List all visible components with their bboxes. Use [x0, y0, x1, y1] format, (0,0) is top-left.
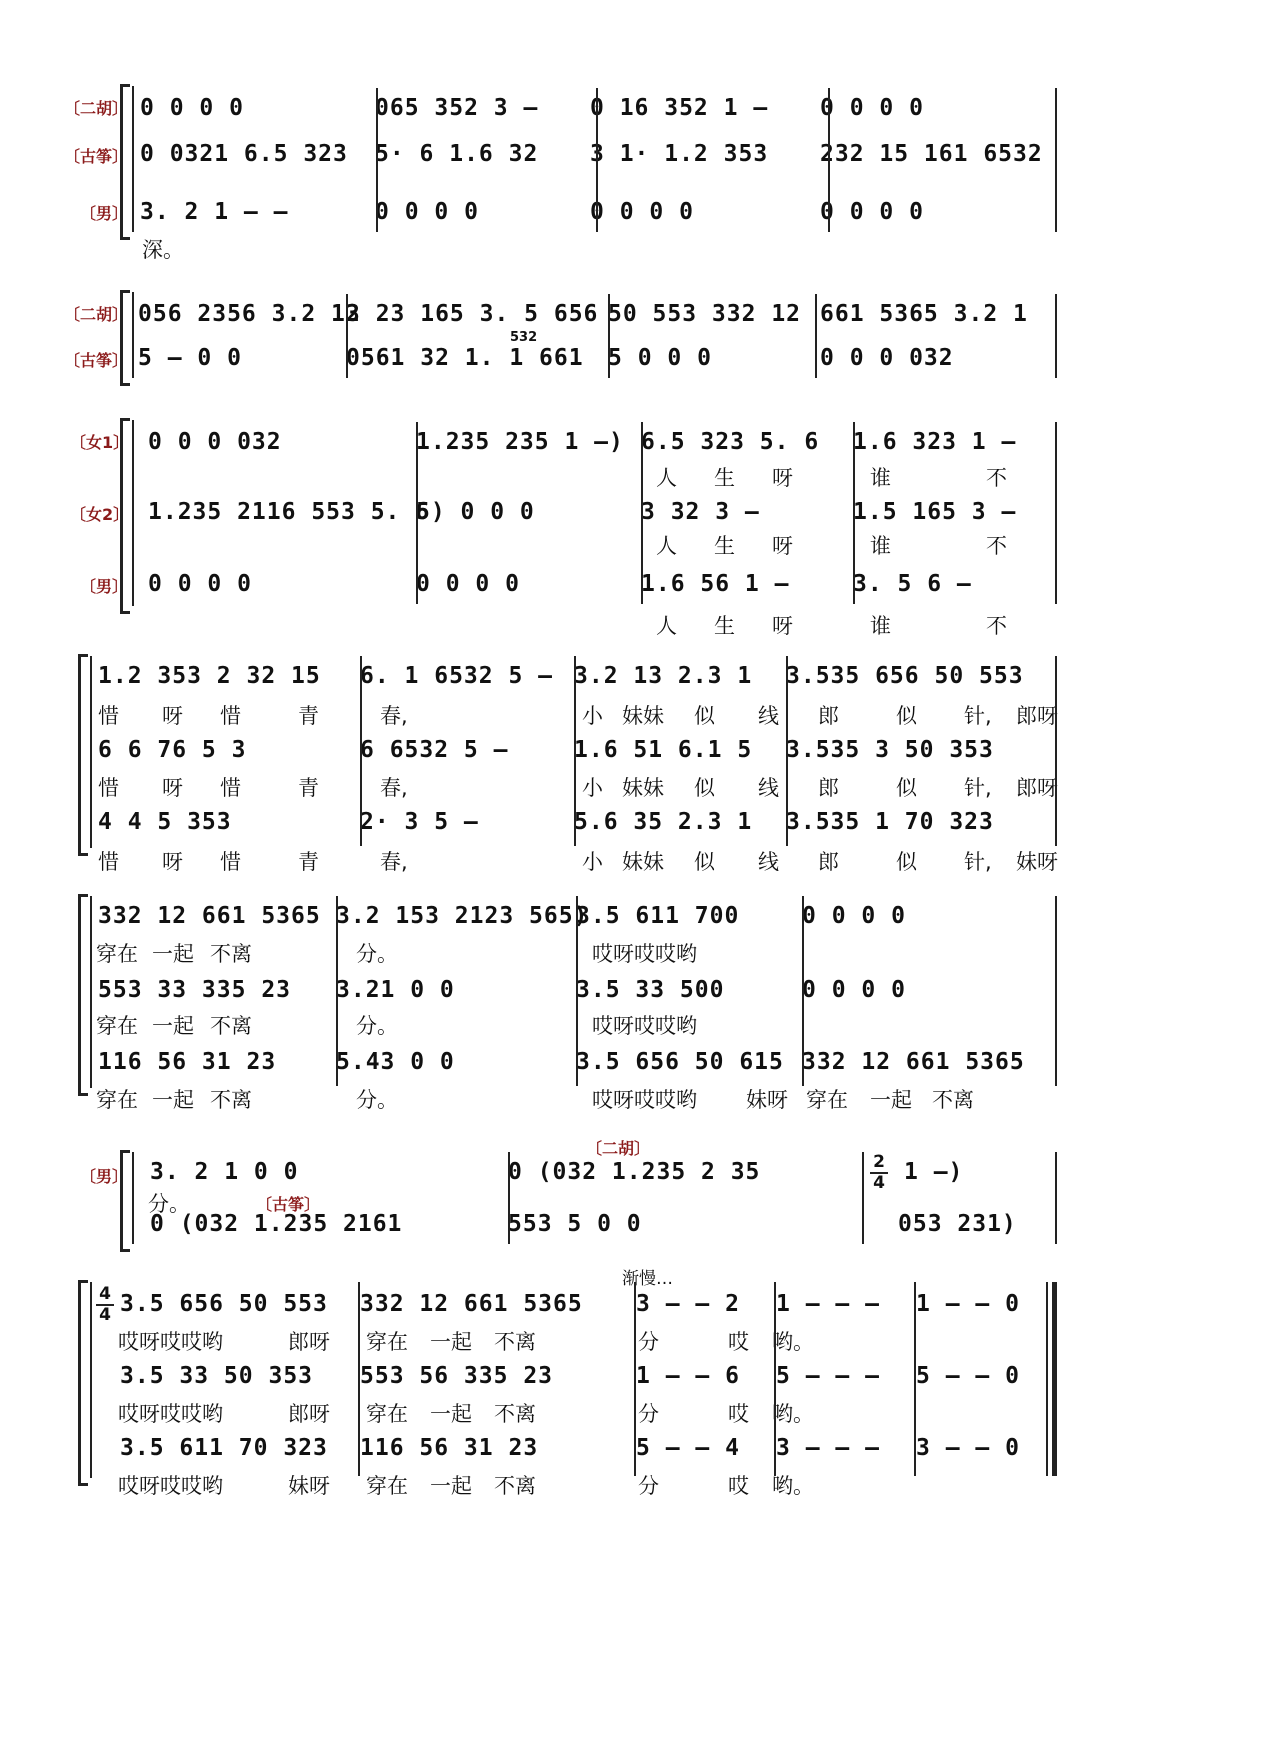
lyric: 哟。 [772, 1330, 814, 1354]
lyric: 妹呀 [288, 1474, 330, 1498]
guzheng-cue-label: 〔古筝〕 [256, 1195, 321, 1214]
barline [786, 656, 788, 846]
lyric: 穿在 [366, 1330, 408, 1354]
lyric-line-f2 [118, 1398, 814, 1428]
measure: 5.43 0 0 [336, 1049, 455, 1075]
barline [360, 656, 362, 846]
lyric: 呀 [162, 850, 183, 874]
lyric: 呀 [772, 614, 793, 638]
barline [596, 88, 598, 232]
lyric: 似 [896, 776, 917, 800]
lyric: 针, [964, 850, 992, 874]
lyric: 穿在 [366, 1402, 408, 1426]
part-label-erhu: 〔二胡〕 [64, 99, 129, 118]
system-bracket [120, 418, 130, 614]
lyric-line-male [96, 1084, 974, 1114]
female2-row [98, 732, 1056, 768]
part-label-erhu: 〔二胡〕 [64, 305, 129, 324]
measure: 332 12 661 5365 [360, 1291, 583, 1317]
measure: 065 352 3 – [375, 95, 539, 121]
male-row [150, 1154, 1084, 1193]
measure: 553 5 0 0 [508, 1211, 642, 1237]
barline [853, 422, 855, 604]
erhu-row [140, 90, 1040, 126]
measure: 3.5 611 700 [576, 903, 740, 929]
lyric: 哎呀哎哎哟 [118, 1474, 223, 1498]
measure: 1.235 235 1 –) [416, 429, 624, 455]
male-row [148, 566, 1053, 602]
lyric: 穿在 [96, 1088, 138, 1112]
female1-row [98, 658, 1056, 694]
lyric: 似 [694, 850, 715, 874]
measure: 3.5 33 50 353 [120, 1363, 314, 1389]
part-label-male: 〔男〕 [80, 204, 129, 223]
measure: 6 6 76 5 3 [98, 737, 247, 763]
lyric: 郎呀 [1016, 704, 1058, 728]
system-bracket [120, 290, 130, 386]
measure: 0 0 0 0 [820, 199, 924, 225]
lyric: 不离 [932, 1088, 974, 1112]
lyric: 似 [694, 704, 715, 728]
measure: 056 2356 3.2 13 [138, 301, 361, 327]
measure: 1.2 353 2 32 15 [98, 663, 321, 689]
lyric: 青 [298, 776, 319, 800]
time-sig-top: 4 [99, 1284, 111, 1304]
lyric: 生 [714, 466, 735, 490]
lyric: 郎呀 [1016, 776, 1058, 800]
barline [346, 294, 348, 378]
measure: 0561 32 1. 1 661 [346, 345, 584, 371]
final-barline-thin [1046, 1282, 1048, 1476]
lyric-line-male [118, 1470, 814, 1500]
barline [416, 422, 418, 604]
lyric: 不离 [210, 1014, 252, 1038]
measure: 3.535 1 70 323 [786, 809, 994, 835]
measure: 2· 3 5 – [360, 809, 479, 835]
lyric: 分。 [356, 1014, 398, 1038]
barline [576, 896, 578, 1086]
lyric: 线 [758, 704, 779, 728]
barline [641, 422, 643, 604]
measure: 0 0 0 0 [820, 95, 924, 121]
lyric: 穿在 [96, 1014, 138, 1038]
barline [358, 1282, 360, 1476]
measure: 3.5 33 500 [576, 977, 725, 1003]
final-barline-thick [1052, 1282, 1057, 1476]
lyric: 穿在 [806, 1088, 848, 1112]
male-row [120, 1430, 1050, 1466]
measure: 2 23 165 3. 5 656 [346, 301, 599, 327]
male-row [140, 194, 1040, 230]
barline [774, 1282, 776, 1476]
barline [914, 1282, 916, 1476]
system-bracket [120, 84, 130, 240]
lyric: 线 [758, 776, 779, 800]
lyric: 一起 [430, 1474, 472, 1498]
measure: 0 0 0 0 [802, 977, 906, 1003]
lyric: 不离 [494, 1474, 536, 1498]
lyric: 似 [694, 776, 715, 800]
lyric: 谁 [870, 614, 891, 638]
staff-line [90, 896, 92, 1088]
measure: 1.6 323 1 – [853, 429, 1017, 455]
barline [634, 1282, 636, 1476]
erhu-row [138, 296, 1060, 332]
measure: 3.21 0 0 [336, 977, 455, 1003]
staff-line [132, 1152, 134, 1244]
measure: 0 (032 1.235 2161 [150, 1211, 403, 1237]
lyric: 青 [298, 850, 319, 874]
lyric: 妹妹 [622, 776, 664, 800]
lyric: 一起 [152, 1014, 194, 1038]
lyric: 针, [964, 704, 992, 728]
female1-row [120, 1286, 1050, 1322]
measure: 661 5365 3.2 1 [820, 301, 1028, 327]
lyric: 郎呀 [288, 1330, 330, 1354]
measure: 0 0 0 0 [375, 199, 479, 225]
lyric: 人 [656, 614, 677, 638]
guzheng-row [140, 136, 1043, 172]
lyric: 惜 [220, 850, 241, 874]
barline [336, 896, 338, 1086]
barline [815, 294, 817, 378]
lyric: 分。 [148, 1192, 190, 1216]
guzheng-row [138, 340, 1060, 376]
lyric: 针, [964, 776, 992, 800]
lyric: 生 [714, 534, 735, 558]
barline [1055, 656, 1057, 846]
lyric: 一起 [152, 942, 194, 966]
time-sig-bottom: 4 [99, 1305, 111, 1325]
lyric: 不 [986, 614, 1007, 638]
barline [862, 1152, 864, 1244]
lyric: 一起 [430, 1330, 472, 1354]
measure: 0 0 0 0 [140, 95, 244, 121]
measure: 5 – 0 0 [138, 345, 242, 371]
measure: 3.2 13 2.3 1 [574, 663, 753, 689]
lyric: 惜 [98, 704, 119, 728]
barline [376, 88, 378, 232]
staff-line [90, 656, 92, 848]
measure: 0 0 0 0 [802, 903, 906, 929]
lyric: 妹呀 [746, 1088, 788, 1112]
measure: 3.535 3 50 353 [786, 737, 994, 763]
tempo-marking: 渐慢… [622, 1269, 673, 1289]
lyric: 春, [380, 704, 408, 728]
measure: 0 0 0 0 [590, 199, 694, 225]
measure: 0 16 352 1 – [590, 95, 769, 121]
lyric: 哎 [728, 1402, 749, 1426]
measure: 5 – – – [776, 1363, 880, 1389]
system-bracket [120, 1150, 130, 1252]
lyric: 谁 [870, 534, 891, 558]
lyric: 惜 [220, 776, 241, 800]
measure: 0 0 0 032 [148, 429, 282, 455]
lyric: 分 [638, 1474, 659, 1498]
measure: 5· 6 1.6 32 [375, 141, 539, 167]
lyric: 分 [638, 1402, 659, 1426]
measure: 1 – – – [776, 1291, 880, 1317]
system-bracket [78, 1280, 88, 1486]
lyric: 哎 [728, 1474, 749, 1498]
measure: 0 0321 6.5 323 [140, 141, 348, 167]
lyric: 人 [656, 534, 677, 558]
lyric-line-male [98, 846, 1058, 876]
measure: 5.6 35 2.3 1 [574, 809, 753, 835]
erhu-cue-label: 〔二胡〕 [586, 1139, 651, 1158]
part-label-female2: 〔女2〕 [70, 505, 130, 524]
female1-row [148, 424, 1053, 460]
lyric: 穿在 [366, 1474, 408, 1498]
lyric: 分。 [356, 942, 398, 966]
measure: 553 33 335 23 [98, 977, 292, 1003]
lyric: 小 [582, 776, 603, 800]
lyric: 哎呀哎哎哟 [118, 1402, 223, 1426]
lyric: 惜 [98, 776, 119, 800]
measure: 1 – – 0 [916, 1291, 1020, 1317]
measure: 4 4 5 353 [98, 809, 232, 835]
lyric: 不离 [494, 1330, 536, 1354]
lyric: 郎 [818, 850, 839, 874]
barline [1055, 896, 1057, 1086]
measure: 1 – – 6 [636, 1363, 740, 1389]
measure: 3 – – 0 [916, 1435, 1020, 1461]
barline [828, 88, 830, 232]
lyric: 生 [714, 614, 735, 638]
lyric: 深。 [142, 238, 184, 262]
lyric: 呀 [162, 704, 183, 728]
measure: 3.5 611 70 323 [120, 1435, 328, 1461]
lyric: 不 [986, 534, 1007, 558]
lyric: 呀 [162, 776, 183, 800]
measure: 6. 1 6532 5 – [360, 663, 554, 689]
female2-row [148, 494, 1053, 530]
lyric: 一起 [870, 1088, 912, 1112]
barline [574, 656, 576, 846]
time-sig-bottom: 4 [873, 1173, 885, 1193]
measure: 3. 2 1 – – [140, 199, 289, 225]
lyric: 哎 [728, 1330, 749, 1354]
measure: 3.535 656 50 553 [786, 663, 1024, 689]
barline [1055, 1152, 1057, 1244]
measure: 332 12 661 5365 [98, 903, 321, 929]
lyric-line-f1 [98, 700, 1058, 730]
lyric: 哎呀哎哎哟 [592, 1014, 697, 1038]
female2-row [120, 1358, 1050, 1394]
lyric: 小 [582, 850, 603, 874]
lyric: 似 [896, 704, 917, 728]
measure: 1.6 56 1 – [641, 571, 790, 597]
measure: 3 – – – [776, 1435, 880, 1461]
measure: 3 1· 1.2 353 [590, 141, 769, 167]
lyric: 不离 [494, 1402, 536, 1426]
part-label-guzheng: 〔古筝〕 [64, 147, 129, 166]
lyric: 人 [656, 466, 677, 490]
lyric: 分 [638, 1330, 659, 1354]
grace-notes: 532 [510, 330, 538, 345]
measure: 1.235 2116 553 5. 6 [148, 499, 431, 525]
measure: 5 0 0 0 [608, 345, 712, 371]
system-bracket [78, 894, 88, 1096]
measure: 1.6 51 6.1 5 [574, 737, 753, 763]
measure: 6 6532 5 – [360, 737, 509, 763]
lyric-line-f2 [656, 530, 1026, 560]
guzheng-row [150, 1206, 1088, 1242]
lyric: 一起 [152, 1088, 194, 1112]
barline [1055, 88, 1057, 232]
staff-line [90, 1282, 92, 1478]
lyric: 哟。 [772, 1402, 814, 1426]
lyric: 分。 [356, 1088, 398, 1112]
measure: 0 0 0 0 [148, 571, 252, 597]
part-label-guzheng: 〔古筝〕 [64, 351, 129, 370]
measure: 3.2 153 2123 565) [336, 903, 589, 929]
lyric: 春, [380, 776, 408, 800]
lyric-line-f2 [98, 772, 1058, 802]
measure: 3 32 3 – [641, 499, 760, 525]
measure: 0 0 0 032 [820, 345, 954, 371]
measure: 3. 2 1 0 0 [150, 1159, 299, 1185]
measure: 332 12 661 5365 [802, 1049, 1025, 1075]
lyric: 穿在 [96, 942, 138, 966]
barline [608, 294, 610, 378]
time-signature-4-4 [96, 1286, 114, 1324]
lyric: 春, [380, 850, 408, 874]
lyric: 不 [986, 466, 1007, 490]
lyric: 哟。 [772, 1474, 814, 1498]
lyric: 惜 [98, 850, 119, 874]
lyric-line-male [656, 610, 1026, 640]
measure: 116 56 31 23 [360, 1435, 539, 1461]
measure: 1.5 165 3 – [853, 499, 1017, 525]
measure: 6.5 323 5. 6 [641, 429, 820, 455]
lyric: 妹妹 [622, 850, 664, 874]
measure: 116 56 31 23 [98, 1049, 277, 1075]
lyric: 呀 [772, 534, 793, 558]
staff-line [132, 292, 134, 378]
measure: 5 – – 0 [916, 1363, 1020, 1389]
measure: 3. 5 6 – [853, 571, 972, 597]
lyric: 哎呀哎哎哟 [118, 1330, 223, 1354]
measure: 50 553 332 12 [608, 301, 802, 327]
barline [1055, 422, 1057, 604]
system-bracket [78, 654, 88, 856]
measure: 0 (032 1.235 2 35 [508, 1159, 761, 1185]
measure: 5) 0 0 0 [416, 499, 535, 525]
lyric-line-f1 [96, 938, 697, 968]
barline [1055, 294, 1057, 378]
staff-line [132, 420, 134, 606]
lyric: 郎 [818, 776, 839, 800]
lyric-line-f1 [118, 1326, 814, 1356]
lyric: 一起 [430, 1402, 472, 1426]
part-label-male: 〔男〕 [80, 577, 129, 596]
lyric: 哎呀哎哎哟 [592, 1088, 697, 1112]
measure: 1 –) [904, 1159, 964, 1185]
measure: 3.5 656 50 553 [120, 1291, 328, 1317]
part-label-male: 〔男〕 [80, 1167, 129, 1186]
time-sig-top: 2 [873, 1152, 885, 1172]
lyric: 不离 [210, 1088, 252, 1112]
measure: 232 15 161 6532 [820, 141, 1043, 167]
lyric: 谁 [870, 466, 891, 490]
measure: 0 0 0 0 [416, 571, 520, 597]
lyric: 妹呀 [1016, 850, 1058, 874]
lyric-line-f1 [656, 462, 1026, 492]
lyric: 郎 [818, 704, 839, 728]
measure: 3.5 656 50 615 [576, 1049, 784, 1075]
measure: 3 – – 2 [636, 1291, 740, 1317]
lyric: 小 [582, 704, 603, 728]
male-row [98, 804, 1056, 840]
lyric: 郎呀 [288, 1402, 330, 1426]
time-signature-2-4 [870, 1154, 888, 1192]
lyric: 似 [896, 850, 917, 874]
lyric: 惜 [220, 704, 241, 728]
lyric-line-f2 [96, 1010, 697, 1040]
staff-line [132, 86, 134, 232]
lyric: 呀 [772, 466, 793, 490]
part-label-female1: 〔女1〕 [70, 433, 130, 452]
barline [508, 1152, 510, 1244]
lyric: 青 [298, 704, 319, 728]
lyric: 妹妹 [622, 704, 664, 728]
lyric: 线 [758, 850, 779, 874]
measure: 053 231) [898, 1211, 1017, 1237]
measure: 5 – – 4 [636, 1435, 740, 1461]
measure: 553 56 335 23 [360, 1363, 554, 1389]
lyric: 哎呀哎哎哟 [592, 942, 697, 966]
barline [802, 896, 804, 1086]
lyric: 不离 [210, 942, 252, 966]
